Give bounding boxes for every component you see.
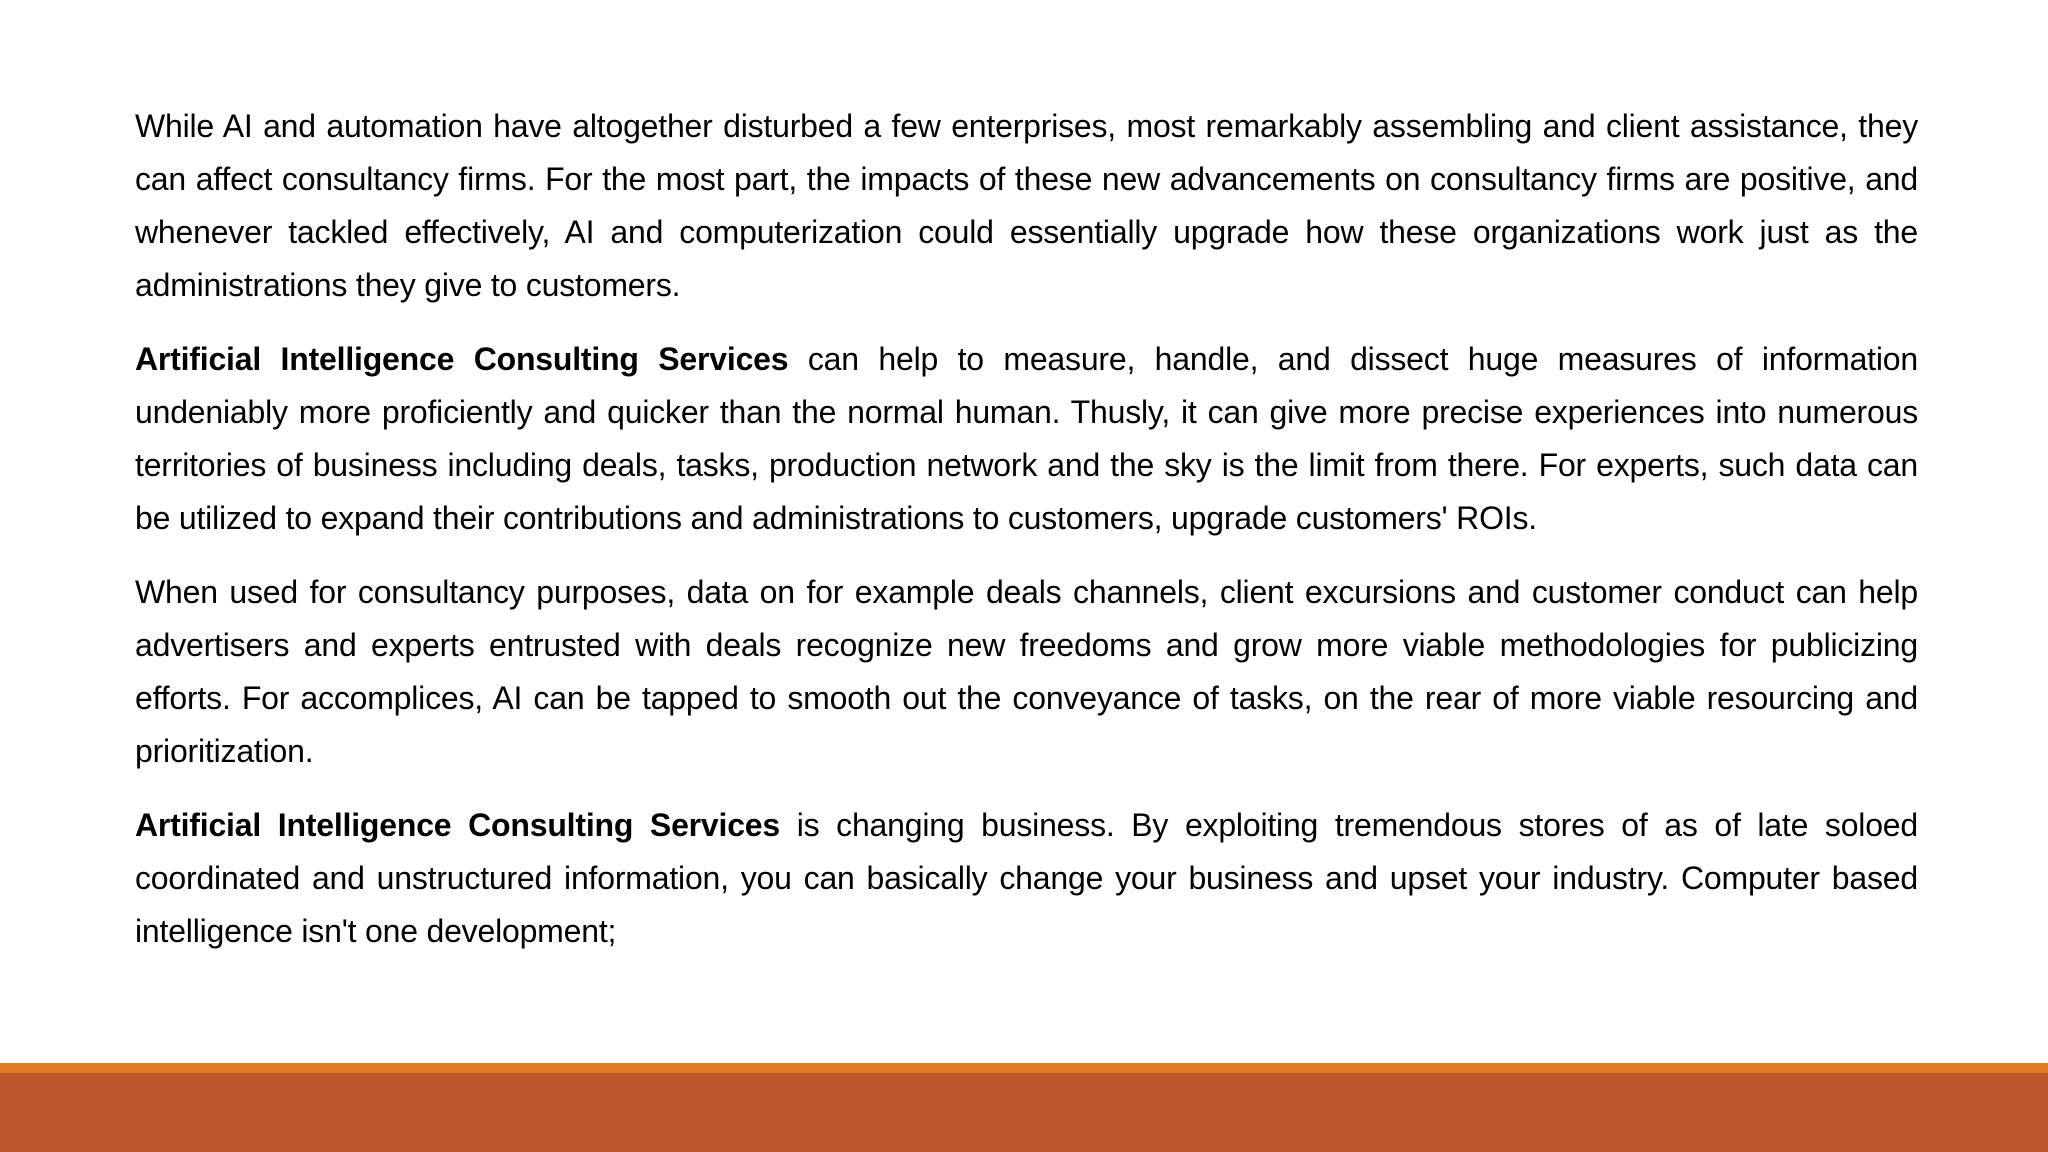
paragraph-4-text: is changing business. By exploiting tremendous stores of as of late soloed coordinated and unstructured information, you can basically change your business and upset your industry. Computer based intelligence isn't one development; — [135, 807, 1918, 949]
paragraph-1-text: While AI and automation have altogether disturbed a few enterprises, most remarkably assembling and client assistance, they can affect consultancy firms. For the most part, the impacts of these new advancements on consultancy firms are positive, and whenever tackled effectively, AI and computerization could essentially upgrade how these organizations work just as the administrations they give to customers. — [135, 108, 1918, 303]
paragraph-3-text: When used for consultancy purposes, data on for example deals channels, client excursions and customer conduct can help advertisers and experts entrusted with deals recognize new freedoms and grow more viable methodologies for publicizing efforts. For accomplices, AI can be tapped to smooth out the conveyance of tasks, on the rear of more viable resourcing and prioritization. — [135, 574, 1918, 769]
paragraph-2-text: can help to measure, handle, and dissect huge measures of information undeniably more proficiently and quicker than the normal human. Thusly, it can give more precise experiences into numerous territories of business including deals, tasks, production network and the sky is the limit from there. For experts, such data can be utilized to expand their contributions and administrations to customers, upgrade customers' ROIs. — [135, 341, 1918, 536]
paragraph-3 — [135, 566, 1918, 778]
slide-body — [135, 100, 1918, 979]
footer-band — [0, 1073, 2048, 1152]
paragraph-2 — [135, 333, 1918, 545]
footer-accent-stripe — [0, 1063, 2048, 1073]
paragraph-1 — [135, 100, 1918, 312]
paragraph-2-bold: Artificial Intelligence Consulting Services — [135, 341, 789, 377]
paragraph-4 — [135, 799, 1918, 958]
paragraph-4-bold: Artificial Intelligence Consulting Services — [135, 807, 780, 843]
